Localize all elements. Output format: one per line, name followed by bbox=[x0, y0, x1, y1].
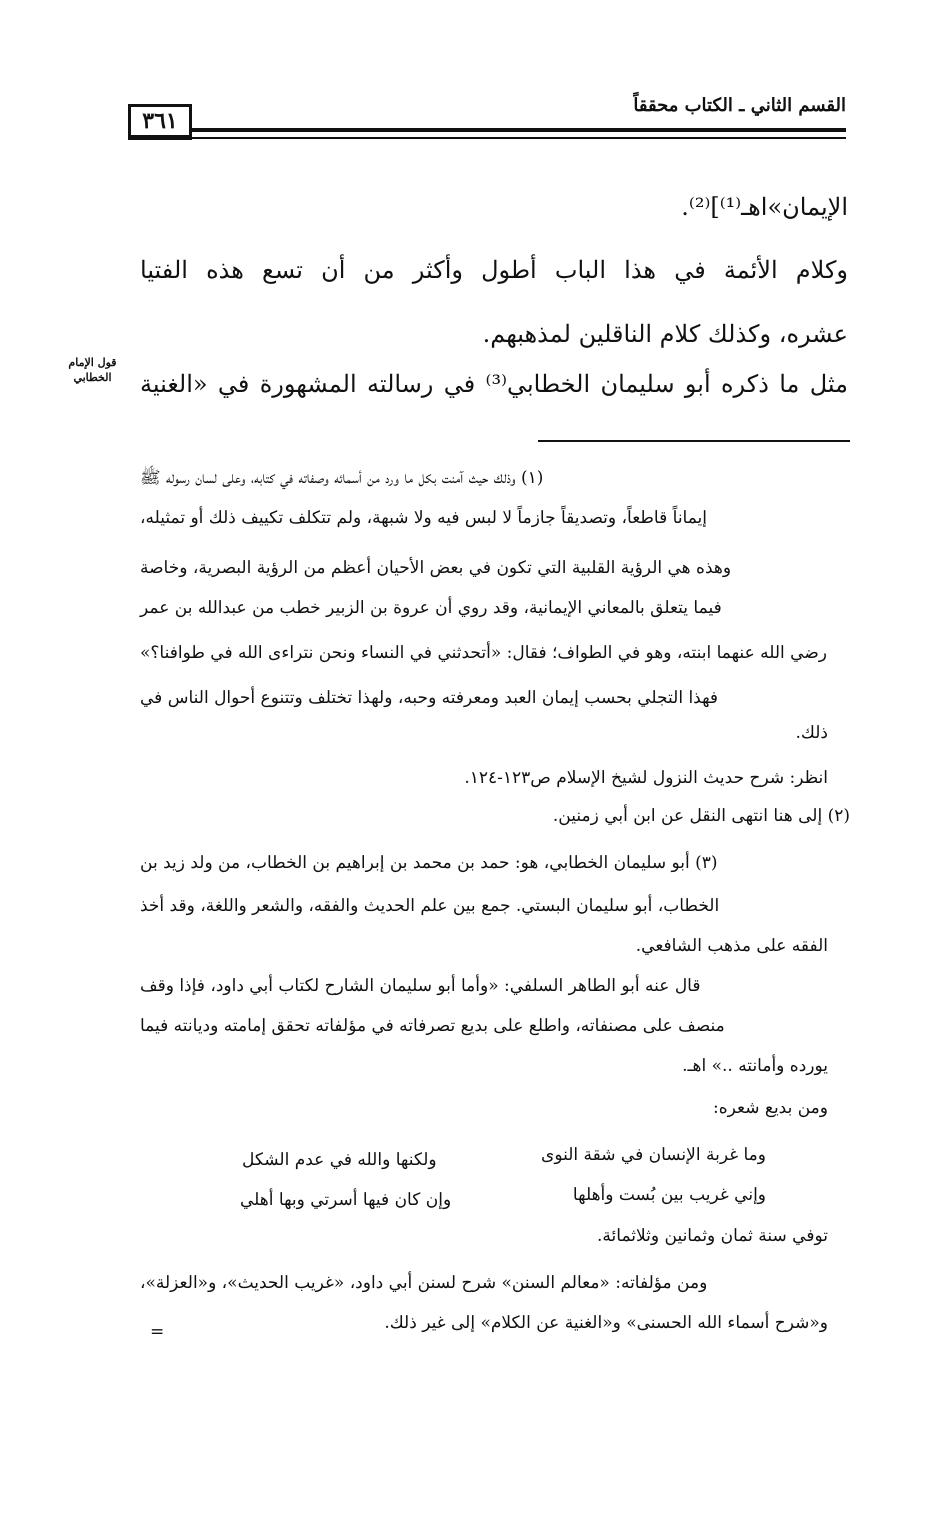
footnote-line: انظر: شرح حديث النزول لشيخ الإسلام ص١٢٣-١٢٤. bbox=[464, 768, 828, 788]
footnote-line: ومن مؤلفاته: «معالم السنن» شرح لسنن أبي داود، «غريب الحديث»، و«العزلة»، bbox=[140, 1273, 708, 1293]
footnote-line: (٣) أبو سليمان الخطابي، هو: حمد بن محمد بن إبراهيم بن الخطاب، من ولد زيد بن bbox=[140, 853, 718, 873]
main-text-line: وكلام الأئمة في هذا الباب أطول وأكثر من أن تسع هذه الفتيا bbox=[140, 256, 849, 284]
footnote-line: منصف على مصنفاته، واطلع على بديع تصرفاته في مؤلفاته تحقق إمامته وديانته فيما bbox=[140, 1016, 725, 1036]
footnote-line: ذلك. bbox=[795, 723, 828, 743]
poem-hemistich-left: ولكنها والله في عدم الشكل bbox=[242, 1150, 437, 1170]
footnote-line: وهذه هي الرؤية القلبية التي تكون في بعض الأحيان أعظم من الرؤية البصرية، وخاصة bbox=[140, 558, 732, 578]
running-header-title: القسم الثاني ـ الكتاب محققاً bbox=[633, 95, 846, 116]
footnote-line: الخطاب، أبو سليمان البستي. جمع بين علم الحديث والفقه، والشعر واللغة، وقد أخذ bbox=[140, 896, 720, 916]
main-text-line: الإيمان»اهـ⁽¹⁾]⁽²⁾. bbox=[681, 193, 848, 221]
footnote-line: إيماناً قاطعاً، وتصديقاً جازماً لا لبس فيه ولا شبهة، ولم تتكلف تكييف ذلك أو تمثيله، bbox=[140, 508, 708, 528]
page-number: ٣٦١ bbox=[128, 104, 192, 140]
poem-hemistich-left: وإن كان فيها أسرتي وبها أهلي bbox=[240, 1190, 452, 1210]
main-text-line: عشره، وكذلك كلام الناقلين لمذهبهم. bbox=[482, 320, 848, 348]
footnote-line: قال عنه أبو الطاهر السلفي: «وأما أبو سليمان الشارح لكتاب أبي داود، فإذا وقف bbox=[140, 976, 701, 996]
footnote-line: يورده وأمانته ..» اهـ. bbox=[682, 1056, 828, 1076]
poem-hemistich-right: وما غربة الإنسان في شقة النوى bbox=[541, 1145, 766, 1165]
poem-hemistich-right: وإني غريب بين بُست وأهلها bbox=[572, 1185, 766, 1205]
margin-note: قول الإمام الخطابي bbox=[68, 356, 117, 384]
footnote-line: فهذا التجلي بحسب إيمان العبد ومعرفته وحبه، ولهذا تختلف وتتنوع أحوال الناس في bbox=[140, 688, 719, 708]
footnote-line: توفي سنة ثمان وثمانين وثلاثمائة. bbox=[597, 1226, 828, 1246]
footnote-line: و«شرح أسماء الله الحسنى» و«الغنية عن الكلام» إلى غير ذلك. bbox=[384, 1313, 828, 1333]
footnote-line: رضي الله عنهما ابنته، وهو في الطواف؛ فقال: «أتحدثني في النساء ونحن نتراءى الله في طوافنا؟» bbox=[140, 643, 827, 663]
main-text-line: مثل ما ذكره أبو سليمان الخطابي⁽³⁾ في رسالته المشهورة في «الغنية bbox=[140, 370, 848, 398]
header-rule-thick bbox=[190, 128, 846, 132]
footnote-line: ومن بديع شعره: bbox=[713, 1098, 828, 1118]
continuation-mark: = bbox=[150, 1322, 165, 1342]
footnote-separator bbox=[538, 440, 850, 442]
header-rule-thin bbox=[190, 137, 846, 139]
footnote-line: (١) وذلك حيث آمنت بكل ما ورد من أسمائه وصفاته في كتابه، وعلى لسان رسوله ﷺ bbox=[140, 468, 544, 488]
footnote-line: فيما يتعلق بالمعاني الإيمانية، وقد روي أن عروة بن الزبير خطب من عبدالله بن عمر bbox=[140, 598, 722, 618]
footnote-line: الفقه على مذهب الشافعي. bbox=[635, 936, 828, 956]
footnote-line: (٢) إلى هنا انتهى النقل عن ابن أبي زمنين. bbox=[552, 806, 850, 826]
